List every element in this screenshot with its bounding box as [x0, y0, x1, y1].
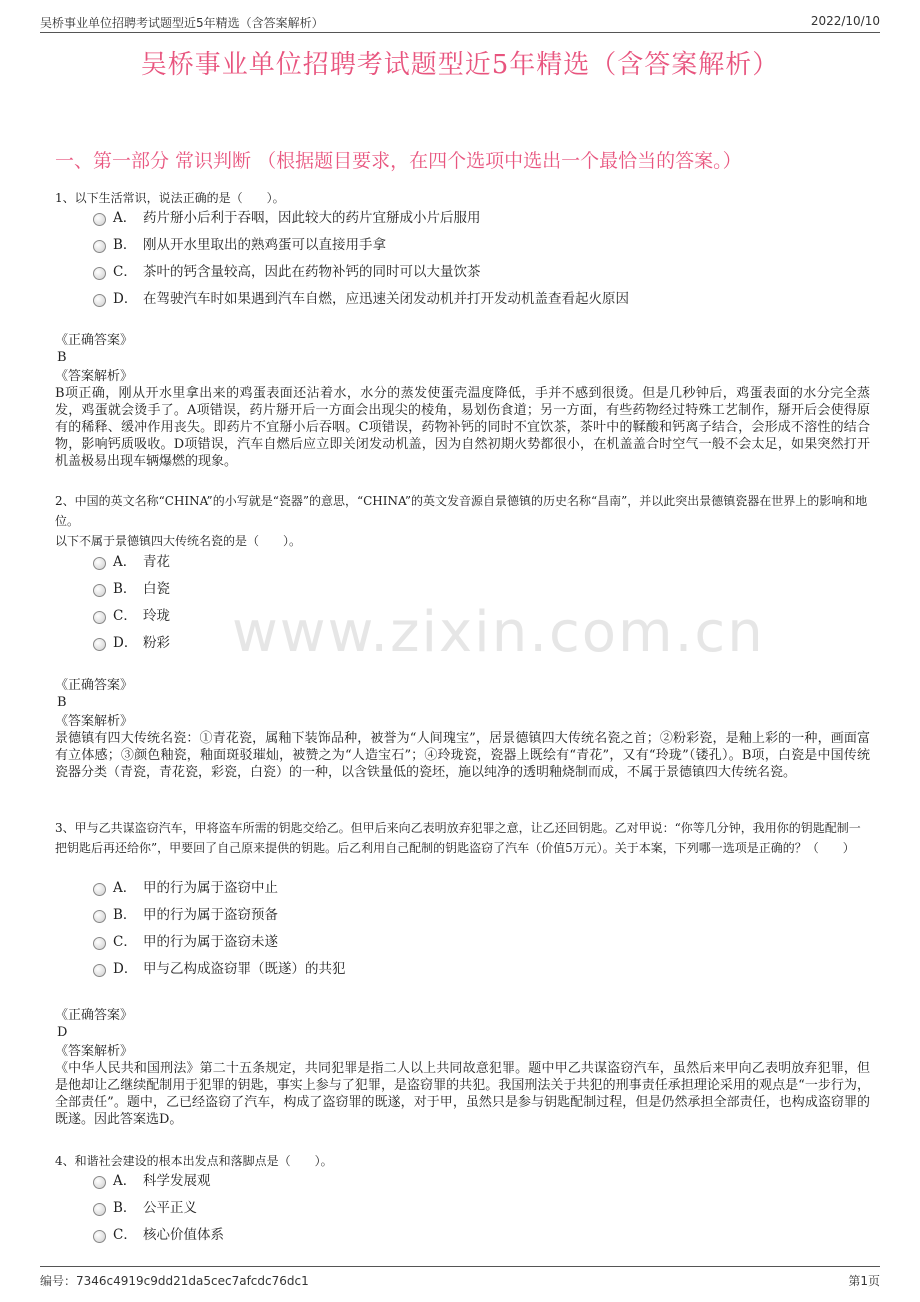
option-a[interactable]: A． 青花 [55, 549, 870, 576]
radio-button-icon[interactable] [93, 557, 106, 570]
page-header [40, 10, 880, 33]
analysis-text: B项正确，刚从开水里拿出来的鸡蛋表面还沾着水，水分的蒸发使蛋壳温度降低，手并不感到很烫。但是几秒钟后，鸡蛋表面的水分完全蒸发，鸡蛋就会烫手了。A项错误，药片掰开后一方面会出现尖的棱角，易划伤食道；另一方面，有些药物经过特殊工艺制作，掰开后会使得原有的稀释、缓冲作用丧失。即药片不宜掰小后吞咽。C项错误，药物补钙的同时不宜饮茶，茶叶中的鞣酸和钙离子结合，会形成不溶性的结合物，影响钙质吸收。D项错误，汽车自燃后应立即关闭发动机盖，因为自然初期火势都很小，在机盖盖合时空气一般不会太足，如果突然打开机盖极易出现车辆爆燃的现象。 [55, 386, 870, 469]
analysis-text: 景德镇有四大传统名瓷：①青花瓷，属釉下装饰品种，被誉为“人间瑰宝”，居景德镇四大传统名瓷之首；②粉彩瓷，是釉上彩的一种，画面富有立体感；③颜色釉瓷，釉面斑驳璀灿，被赞之为“人造宝石”；④玲珑瓷，瓷器上既绘有“青花”，又有“玲珑”（镂孔）。B项，白瓷是中国传统瓷器分类（青瓷，青花瓷，彩瓷，白瓷）的一种，以含铁量低的瓷坯，施以纯净的透明釉烧制而成，不属于景德镇四大传统名瓷。 [55, 731, 870, 780]
radio-button-icon[interactable] [93, 883, 106, 896]
radio-button-icon[interactable] [93, 910, 106, 923]
header-doc-title: 吴桥事业单位招聘考试题型近5年精选（含答案解析） [40, 16, 324, 30]
answer-value: D [57, 1025, 68, 1040]
radio-button-icon[interactable] [93, 294, 106, 307]
radio-button-icon[interactable] [93, 267, 106, 280]
page-number: 第1页 [848, 1274, 880, 1288]
radio-button-icon[interactable] [93, 1203, 106, 1216]
watermark: www.zixin.com.cn [232, 600, 765, 665]
option-c[interactable]: C． 甲的行为属于盗窃未遂 [55, 929, 870, 956]
answer-value: B [57, 695, 67, 710]
radio-button-icon[interactable] [93, 611, 106, 624]
radio-button-icon[interactable] [93, 213, 106, 226]
option-b[interactable]: B． 公平正义 [55, 1195, 870, 1222]
analysis-text: 《中华人民共和国刑法》第二十五条规定，共同犯罪是指二人以上共同故意犯罪。题中甲乙共谋盗窃汽车，虽然后来甲向乙表明放弃犯罪，但是他却让乙继续配制用于犯罪的钥匙，事实上参与了犯罪，是盗窃罪的共犯。我国刑法关于共犯的刑事责任承担理论采用的观点是“一步行为，全部责任”。题中，乙已经盗窃了汽车，构成了盗窃罪的既遂，对于甲，虽然只是参与钥匙配制过程，但是仍然承担全部责任，也构成盗窃罪的既遂。因此答案选D。 [55, 1061, 870, 1127]
radio-button-icon[interactable] [93, 1176, 106, 1189]
radio-button-icon[interactable] [93, 937, 106, 950]
radio-button-icon[interactable] [93, 240, 106, 253]
question-text: 2、中国的英文名称“CHINA”的小写就是“瓷器”的意思，“CHINA”的英文发音源自景德镇的历史名称“昌南”，并以此突出景德镇瓷器在世界上的影响和地位。 [55, 494, 868, 528]
header-date: 2022/10/10 [810, 14, 880, 28]
answer-label: 《正确答案》 [55, 1008, 134, 1023]
question-2-options [55, 549, 870, 657]
option-b[interactable]: B． 刚从开水里取出的熟鸡蛋可以直接用手拿 [55, 232, 870, 259]
question-text-2: 以下不属于景德镇四大传统名瓷的是（ ）。 [55, 534, 302, 548]
document-title: 吴桥事业单位招聘考试题型近5年精选（含答案解析） [140, 50, 780, 80]
question-1-answer [55, 332, 870, 470]
option-b[interactable]: B． 白瓷 [55, 576, 870, 603]
radio-button-icon[interactable] [93, 638, 106, 651]
analysis-label: 《答案解析》 [55, 1044, 134, 1059]
question-3-options [55, 875, 870, 983]
document-id: 编号：7346c4919c9dd21da5cec7afcdc76dc1 [40, 1274, 309, 1288]
question-2 [55, 491, 870, 551]
question-text: 4、和谐社会建设的根本出发点和落脚点是（ ）。 [55, 1154, 333, 1168]
analysis-label: 《答案解析》 [55, 369, 134, 384]
question-text: 1、以下生活常识，说法正确的是（ ）。 [55, 191, 285, 205]
answer-value: B [57, 350, 67, 365]
page-footer [40, 1266, 880, 1289]
question-1-options [55, 205, 870, 313]
answer-label: 《正确答案》 [55, 333, 134, 348]
option-d[interactable]: D． 甲与乙构成盗窃罪（既遂）的共犯 [55, 956, 870, 983]
option-c[interactable]: C． 玲珑 [55, 603, 870, 630]
option-a[interactable]: A． 药片掰小后利于吞咽，因此较大的药片宜掰成小片后服用 [55, 205, 870, 232]
question-4-options [55, 1168, 870, 1249]
radio-button-icon[interactable] [93, 964, 106, 977]
option-c[interactable]: C． 茶叶的钙含量较高，因此在药物补钙的同时可以大量饮茶 [55, 259, 870, 286]
analysis-label: 《答案解析》 [55, 714, 134, 729]
option-a[interactable]: A． 甲的行为属于盗窃中止 [55, 875, 870, 902]
option-d[interactable]: D． 在驾驶汽车时如果遇到汽车自燃，应迅速关闭发动机并打开发动机盖查看起火原因 [55, 286, 870, 313]
question-2-answer [55, 677, 870, 781]
option-d[interactable]: D． 粉彩 [55, 630, 870, 657]
radio-button-icon[interactable] [93, 584, 106, 597]
answer-label: 《正确答案》 [55, 678, 134, 693]
section-heading: 一、第一部分 常识判断 （根据题目要求，在四个选项中选出一个最恰当的答案。） [55, 150, 742, 172]
question-text: 3、甲与乙共谋盗窃汽车，甲将盗车所需的钥匙交给乙。但甲后来向乙表明放弃犯罪之意，让乙还回钥匙。乙对甲说：“你等几分钟，我用你的钥匙配制一把钥匙后再还给你”，甲要回了自己原来提供的钥匙。后乙利用自己配制的钥匙盗窃了汽车（价值5万元）。关于本案，下列哪一选项是正确的？（ ） [55, 821, 861, 855]
question-3-answer [55, 1007, 870, 1128]
radio-button-icon[interactable] [93, 1230, 106, 1243]
option-c[interactable]: C． 核心价值体系 [55, 1222, 870, 1249]
question-3 [55, 818, 870, 858]
option-a[interactable]: A． 科学发展观 [55, 1168, 870, 1195]
option-b[interactable]: B． 甲的行为属于盗窃预备 [55, 902, 870, 929]
